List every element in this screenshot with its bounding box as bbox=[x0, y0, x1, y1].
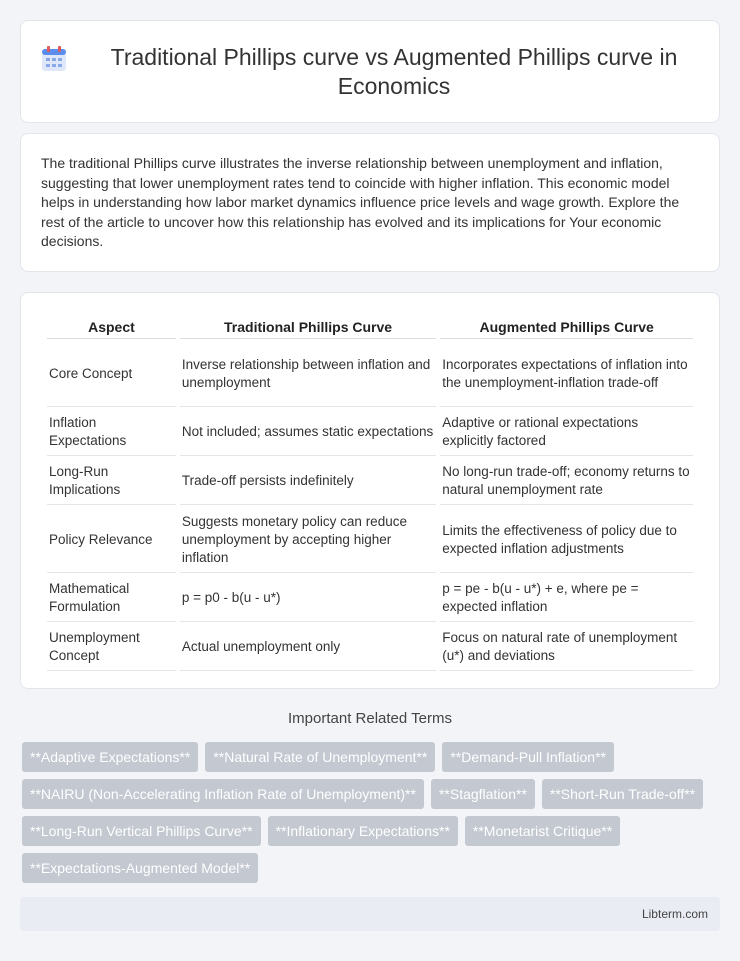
row-aspect: Core Concept bbox=[47, 341, 176, 407]
row-traditional: Actual unemployment only bbox=[180, 624, 436, 671]
row-traditional: Inverse relationship between inflation and unemployment bbox=[180, 341, 436, 407]
intro-paragraph: The traditional Phillips curve illustrates the inverse relationship between unemployment and inflation, suggesting that lower unemployment rates tend to coincide with higher inflation. This economic model helps in understanding how labor market dynamics influence price levels and wage growth. Explore the rest of the article to uncover how this relationship has evolved and its implications for Your economic decisions. bbox=[41, 155, 680, 250]
comparison-table bbox=[43, 309, 697, 673]
footer bbox=[20, 897, 720, 931]
header-traditional: Traditional Phillips Curve bbox=[180, 311, 436, 339]
calendar-icon bbox=[41, 46, 67, 72]
row-aspect: Long-Run Implications bbox=[47, 458, 176, 505]
row-augmented: Incorporates expectations of inflation into the unemployment-inflation trade-off bbox=[440, 341, 693, 407]
row-augmented: p = pe - b(u - u*) + e, where pe = expected inflation bbox=[440, 575, 693, 622]
row-traditional: Suggests monetary policy can reduce unemployment by accepting higher inflation bbox=[180, 507, 436, 573]
term-tag[interactable]: **Long-Run Vertical Phillips Curve** bbox=[22, 816, 261, 846]
table-row bbox=[47, 409, 693, 456]
table-row bbox=[47, 341, 693, 407]
row-augmented: No long-run trade-off; economy returns to natural unemployment rate bbox=[440, 458, 693, 505]
term-tag[interactable]: **Stagflation** bbox=[431, 779, 535, 809]
table-row bbox=[47, 458, 693, 505]
comparison-table-card bbox=[20, 292, 720, 689]
term-tag[interactable]: **Expectations-Augmented Model** bbox=[22, 853, 258, 883]
row-traditional: Not included; assumes static expectations bbox=[180, 409, 436, 456]
term-tag[interactable]: **Monetarist Critique** bbox=[465, 816, 620, 846]
row-aspect: Policy Relevance bbox=[47, 507, 176, 573]
footer-site-link[interactable]: Libterm.com bbox=[641, 907, 708, 921]
term-tag[interactable]: **Demand-Pull Inflation** bbox=[442, 742, 614, 772]
header-augmented: Augmented Phillips Curve bbox=[440, 311, 693, 339]
title-card bbox=[20, 20, 720, 123]
table-row bbox=[47, 575, 693, 622]
related-terms-list bbox=[22, 742, 722, 883]
table-header-row bbox=[47, 311, 693, 339]
related-terms-heading: Important Related Terms bbox=[288, 710, 452, 727]
row-traditional: Trade-off persists indefinitely bbox=[180, 458, 436, 505]
term-tag[interactable]: **Inflationary Expectations** bbox=[268, 816, 458, 846]
term-tag[interactable]: **NAIRU (Non-Accelerating Inflation Rate of Unemployment)** bbox=[22, 779, 424, 809]
term-tag[interactable]: **Adaptive Expectations** bbox=[22, 742, 198, 772]
row-augmented: Adaptive or rational expectations explicitly factored bbox=[440, 409, 693, 456]
row-aspect: Mathematical Formulation bbox=[47, 575, 176, 622]
row-traditional: p = p0 - b(u - u*) bbox=[180, 575, 436, 622]
table-row bbox=[47, 507, 693, 573]
header-aspect: Aspect bbox=[47, 311, 176, 339]
table-row bbox=[47, 624, 693, 671]
term-tag[interactable]: **Short-Run Trade-off** bbox=[542, 779, 703, 809]
term-tag[interactable]: **Natural Rate of Unemployment** bbox=[205, 742, 435, 772]
row-augmented: Limits the effectiveness of policy due to expected inflation adjustments bbox=[440, 507, 693, 573]
row-aspect: Inflation Expectations bbox=[47, 409, 176, 456]
page-title: Traditional Phillips curve vs Augmented Phillips curve in Economics bbox=[110, 43, 678, 99]
row-aspect: Unemployment Concept bbox=[47, 624, 176, 671]
row-augmented: Focus on natural rate of unemployment (u*) and deviations bbox=[440, 624, 693, 671]
intro-card bbox=[20, 133, 720, 272]
